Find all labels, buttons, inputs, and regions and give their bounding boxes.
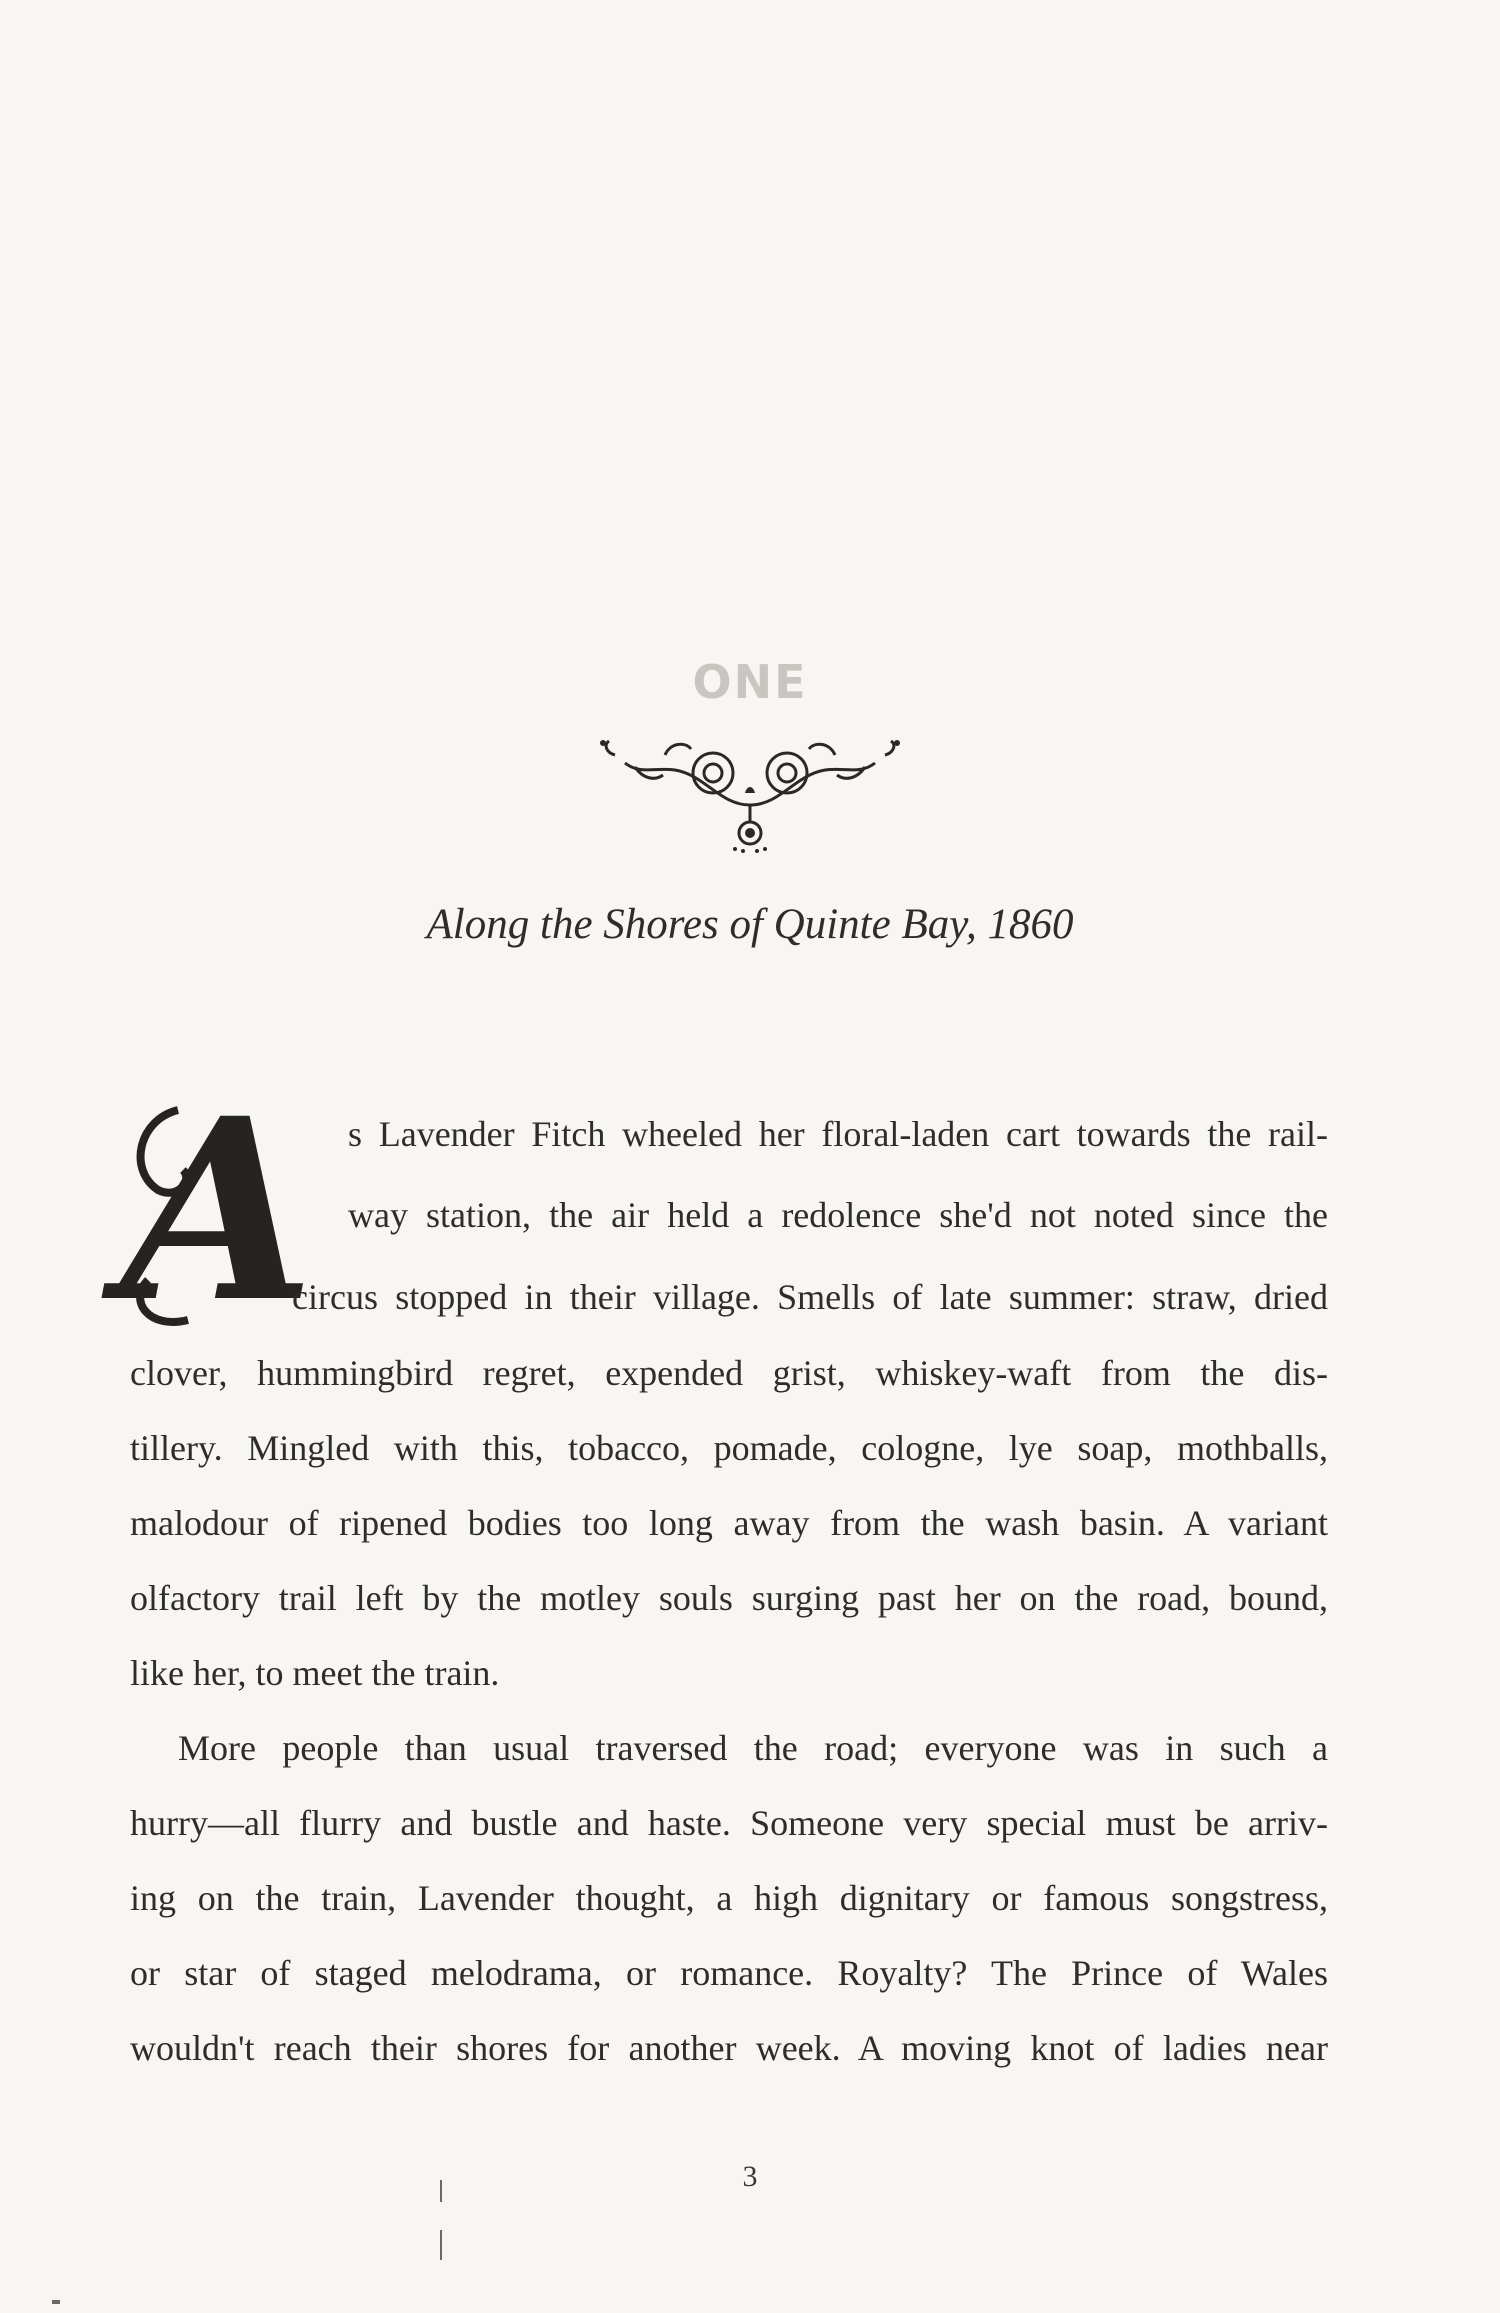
- scan-speck: [52, 2300, 60, 2304]
- drop-cap-line-1: s Lavender Fitch wheeled her floral-laden cart towards the rail-: [348, 1114, 1328, 1154]
- drop-cap-line-3: circus stopped in their village. Smells of late summer: straw, dried: [292, 1277, 1328, 1317]
- paragraph2-line-5: wouldn't reach their shores for another week. A moving knot of ladies near: [130, 2028, 1328, 2068]
- paragraph2-line-2: hurry—all flurry and bustle and haste. Someone very special must be arriv-: [130, 1803, 1328, 1843]
- chapter-subtitle: Along the Shores of Quinte Bay, 1860: [426, 901, 1074, 948]
- drop-cap-line-2: way station, the air held a redolence she'd not noted since the: [348, 1195, 1328, 1235]
- scan-speck: [440, 2180, 442, 2202]
- paragraph1-line-2: tillery. Mingled with this, tobacco, pomade, cologne, lye soap, mothballs,: [130, 1428, 1328, 1468]
- paragraph1-line-5: like her, to meet the train.: [130, 1653, 500, 1693]
- chapter-heading: ONE: [692, 655, 808, 709]
- paragraph2-line-4: or star of staged melodrama, or romance. Royalty? The Prince of Wales: [130, 1953, 1328, 1993]
- paragraph2-line-3: ing on the train, Lavender thought, a high dignitary or famous songstress,: [130, 1878, 1328, 1918]
- drop-cap: [118, 1063, 318, 1357]
- paragraph1-line-3: malodour of ripened bodies too long away from the wash basin. A variant: [130, 1503, 1328, 1543]
- paragraph1-line-1: clover, hummingbird regret, expended grist, whiskey-waft from the dis-: [130, 1353, 1328, 1393]
- page-number: 3: [742, 2160, 758, 2193]
- paragraph1-line-4: olfactory trail left by the motley souls surging past her on the road, bound,: [130, 1578, 1328, 1618]
- paragraph2-line-1: More people than usual traversed the road; everyone was in such a: [178, 1728, 1328, 1768]
- drop-cap-letter: A: [121, 1063, 315, 1357]
- floral-scroll-ornament-icon: [595, 715, 905, 855]
- scan-speck: [440, 2230, 442, 2260]
